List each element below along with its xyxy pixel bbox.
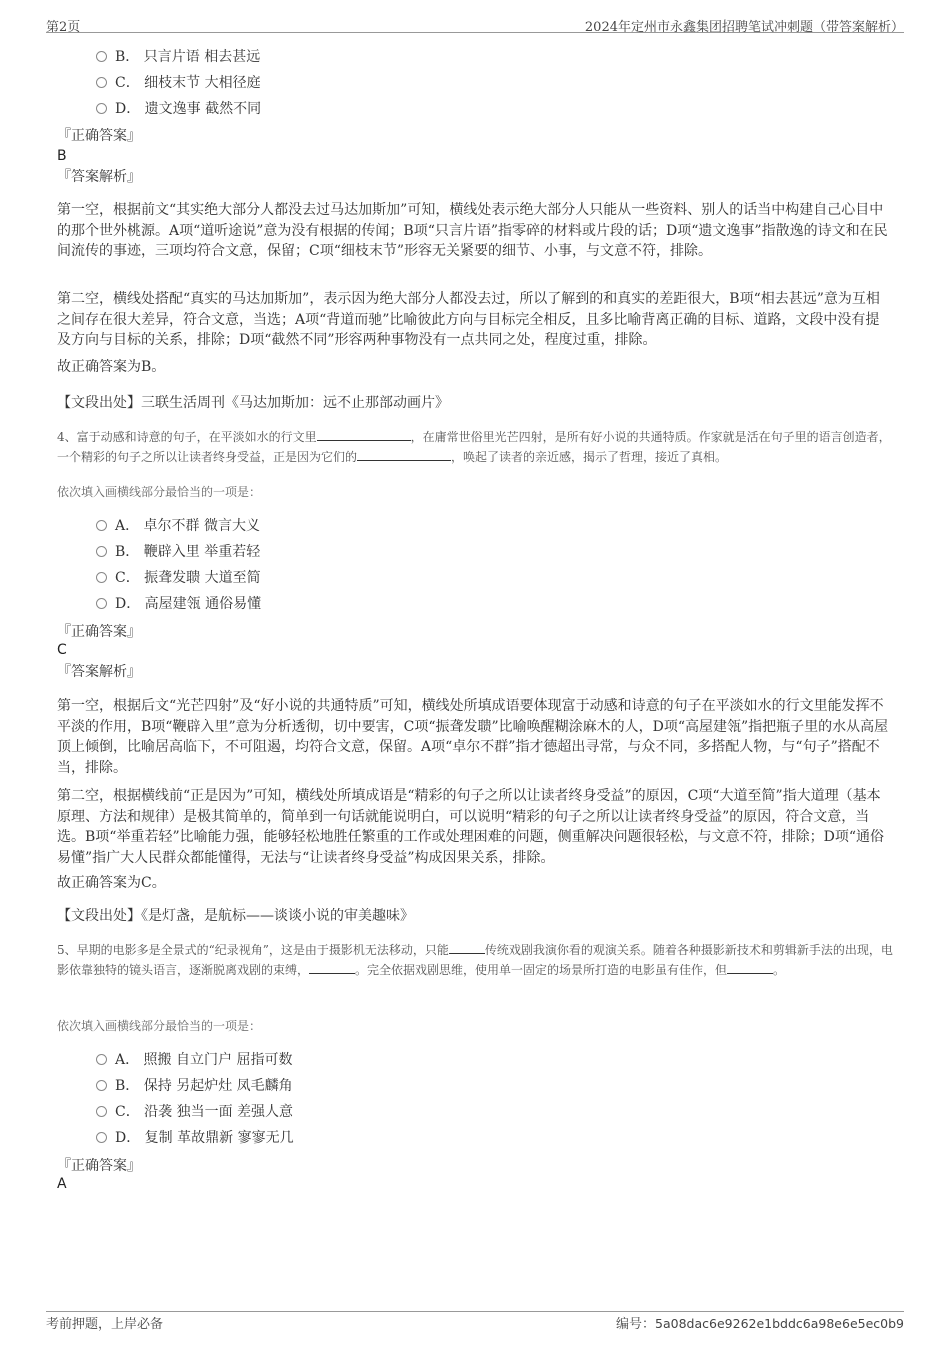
q3-analysis-conclusion: 故正确答案为B。: [57, 359, 166, 375]
page-number: 第2页: [46, 20, 81, 35]
q4-question: 4、富于动感和诗意的句子，在平淡如水的行文里 ，在庸常世俗里光芒四射，是所有好小说的共通特质。作家就是活在句子里的语言创造者，一个精彩的句子之所以让读者终身受益，正是因为它们的 ，唤起了读者的亲近感，揭示了哲理，接近了真相。: [57, 430, 891, 464]
footer-slogan: 考前押题，上岸必备: [46, 1317, 164, 1332]
radio-icon[interactable]: [96, 572, 107, 583]
q5-option-b[interactable]: B． 保持 另起炉灶 凤毛麟角: [96, 1076, 293, 1096]
q3-option-b[interactable]: B． 只言片语 相去甚远: [96, 47, 260, 67]
q5-question: 5、早期的电影多是全景式的“纪录视角”，这是由于摄影机无法移动，只能 传统戏剧我演你看的观演关系。随着各种摄影新技术和剪辑新手法的出现，电影依靠独特的镜头语言，逐渐脱离戏剧的束缚， 。完全依据戏剧思维，使用单一固定的场景所打造的电影虽有佳作，但 。: [57, 943, 893, 977]
q3-correct-answer-label: 『正确答案』: [57, 128, 141, 144]
q4-correct-answer-label: 『正确答案』: [57, 624, 141, 640]
radio-icon[interactable]: [96, 77, 107, 88]
blank: [357, 448, 451, 461]
footer-code: 编号：5a08dac6e9262e1bddc6a98e6e5ec0b9: [616, 1316, 904, 1332]
q3-option-c[interactable]: C． 细枝末节 大相径庭: [96, 73, 261, 93]
q4-option-a[interactable]: A． 卓尔不群 微言大义: [96, 516, 260, 536]
q4-prompt: 依次填入画横线部分最恰当的一项是：: [57, 485, 262, 499]
q5-option-d[interactable]: D． 复制 革故鼎新 寥寥无几: [96, 1128, 294, 1148]
q5-correct-answer-label: 『正确答案』: [57, 1158, 141, 1174]
q3-analysis-label: 『答案解析』: [57, 169, 141, 185]
q3-analysis-para-2: 第二空，横线处搭配“真实的马达加斯加”，表示因为绝大部分人都没去过，所以了解到的和真实的差距很大，B项“相去甚远”意为互相之间存在很大差异，符合文意，当选；A项“背道而驰”比喻彼此方向与目标完全相反，且多比喻背离正确的目标、道路，文段中没有提及方向与目标的关系，排除；D项“截然不同”形容两种事物没有一点共同之处，程度过重，排除。: [57, 291, 880, 348]
q3-answer: B: [57, 148, 67, 164]
radio-icon[interactable]: [96, 546, 107, 557]
radio-icon[interactable]: [96, 51, 107, 62]
q3-option-d[interactable]: D． 遗文逸事 截然不同: [96, 99, 261, 119]
blank: [449, 941, 485, 954]
radio-icon[interactable]: [96, 1106, 107, 1117]
q3-source: 【文段出处】三联生活周刊《马达加斯加：远不止那部动画片》: [57, 395, 449, 411]
q4-analysis-label: 『答案解析』: [57, 664, 141, 680]
radio-icon[interactable]: [96, 103, 107, 114]
blank: [317, 428, 411, 441]
q4-answer: C: [57, 642, 67, 658]
radio-icon[interactable]: [96, 1080, 107, 1091]
q4-analysis-conclusion: 故正确答案为C。: [57, 875, 166, 891]
q5-prompt: 依次填入画横线部分最恰当的一项是：: [57, 1019, 262, 1033]
header-divider: [46, 32, 904, 33]
q4-analysis-para-1: 第一空，根据后文“光芒四射”及“好小说的共通特质”可知，横线处所填成语要体现富于动感和诗意的句子在平淡如水的行文里能发挥不平淡的作用，B项“鞭辟入里”意为分析透彻，切中要害，C项“振聋发聩”比喻唤醒糊涂麻木的人，D项“高屋建瓴”指把瓶子里的水从高屋顶上倾倒，比喻居高临下，不可阻遏，均符合文意，保留。A项“卓尔不群”指才德超出寻常，与众不同，多搭配人物，与“句子”搭配不当，排除。: [57, 698, 889, 776]
q4-option-d[interactable]: D． 高屋建瓴 通俗易懂: [96, 594, 261, 614]
q5-option-c[interactable]: C． 沿袭 独当一面 差强人意: [96, 1102, 293, 1122]
radio-icon[interactable]: [96, 520, 107, 531]
q4-source: 【文段出处】《是灯盏，是航标——谈谈小说的审美趣味》: [57, 908, 414, 924]
document-title: 2024年定州市永鑫集团招聘笔试冲刺题（带答案解析）: [584, 20, 904, 35]
page-header: [0, 0, 950, 33]
q4-option-c[interactable]: C． 振聋发聩 大道至简: [96, 568, 261, 588]
q5-answer: A: [57, 1176, 67, 1192]
q4-analysis-para-2: 第二空，根据横线前“正是因为”可知，横线处所填成语是“精彩的句子之所以让读者终身受益”的原因，C项“大道至简”指大道理（基本原理、方法和规律）是极其简单的，简单到一句话就能说明白，可以说明“精彩的句子之所以让读者终身受益”的原因，符合文意，当选。B项“举重若轻”比喻能力强，能够轻松地胜任繁重的工作或处理困难的问题，侧重解决问题很轻松，与文意不符，排除；D项“通俗易懂”指广大人民群众都能懂得，无法与“让读者终身受益”构成因果关系，排除。: [57, 788, 884, 866]
radio-icon[interactable]: [96, 1054, 107, 1065]
blank: [309, 961, 355, 974]
radio-icon[interactable]: [96, 598, 107, 609]
blank: [727, 961, 773, 974]
q3-analysis-para-1: 第一空，根据前文“其实绝大部分人都没去过马达加斯加”可知，横线处表示绝大部分人只能从一些资料、别人的话当中构建自己心目中的那个世外桃源。A项“道听途说”意为没有根据的传闻；B项“只言片语”指零碎的材料或片段的话；D项“遗文逸事”指散逸的诗文和在民间流传的事迹，三项均符合文意，保留；C项“细枝末节”形容无关紧要的细节、小事，与文意不符，排除。: [57, 202, 888, 259]
q5-option-a[interactable]: A． 照搬 自立门户 屈指可数: [96, 1050, 292, 1070]
radio-icon[interactable]: [96, 1132, 107, 1143]
q4-option-b[interactable]: B． 鞭辟入里 举重若轻: [96, 542, 260, 562]
footer-divider: [46, 1311, 904, 1312]
